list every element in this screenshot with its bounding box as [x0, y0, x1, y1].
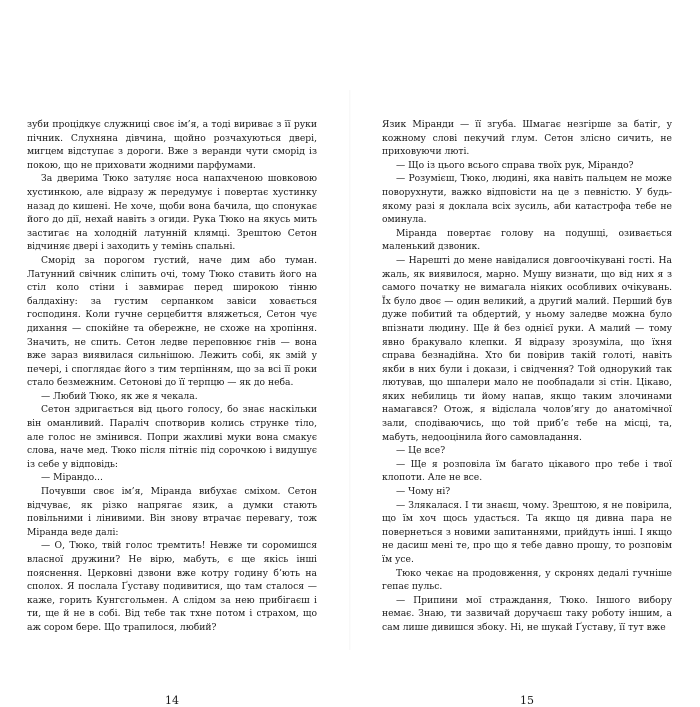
- paragraph: — Розумієш, Тюко, людині, яка навіть пальцем не може поворухнути, важко відповісти на це з певністю. У будь-якому разі я доклала всіх зусиль, аби катастрофа тебе не оминула.: [382, 173, 672, 226]
- paragraph: — Злякалася. І ти знаєш, чому. Зрештою, я не повірила, що їм хоч щось удасться. Та якщо ця дивна пара не повернеться з новими запитаннями, прийдуть інші. І якщо не дасиш мені те, про що я тебе давно прошу, то розповім їм усе.: [382, 499, 672, 565]
- paragraph: — Нарешті до мене навідалися довгоочікувані гості. На жаль, як виявилося, марно. Мушу визнати, що від них я з самого початку не вимагала ніяких особливих очікувань. Їх було двоє — один великий, а другий малий. Перший був дуже побитий та обдертий, у ньому заледве можна було впізнати людину. Ще й без однієї руки. А малий — тому явно бракувало клепки. Я відразу зрозуміла, що їхня справа безнадійна. Хто би повірив такій голоті, навіть якби в них були і докази, і свідчення? Той однорукий так лютував, що шпалери мало не пообпадали зі стін. Цікаво, яких небилиць ти йому напав, якщо таким злочинами намагався? Отож, я відіслала чолов’ягу до анатомічної зали, сподіваючись, що той приб’є тебе на місці, та, мабуть, недооцінила його самовладання.: [382, 254, 672, 443]
- paragraph: Почувши своє ім’я, Міранда вибухає сміхом. Сетон відчуває, як різко напрягає язик, а думки стають повільними і лінивими. Він знову втрачає перевагу, тож Міранда веде далі:: [27, 486, 317, 538]
- paragraph: Язик Міранди — її згуба. Шмагає незгірше за батіг, у кожному слові пекучий глум. Сетон злісно сичить, не приховуючи люті.: [382, 119, 672, 158]
- paragraph: — О, Тюко, твій голос тремтить! Невже ти соромишся власної дружини? Не вірю, мабуть, є ще якісь інші пояснення. Церковні дзвони вже котру годину б’ють на сполох. Я послала Ґуставу подивитися, що там сталося — каже, горить Кунгсгольмен. А слідом за нею прибігаєш і ти, ще й не в собі. Від тебе так тхне потом і страхом, що аж сором бере. Що трапилося, любий?: [27, 540, 317, 633]
- paragraph: Тюко чекає на продовження, у скронях дедалі гучніше гепає пульс.: [382, 567, 672, 593]
- book-gutter: [349, 90, 351, 650]
- paragraph: — Любий Тюко, як же я чекала.: [41, 390, 198, 402]
- paragraph: Сморід за порогом густий, наче дим або туман. Латунний свічник сліпить очі, тому Тюко ставить його на стіл коло стіни і завмирає перед широкою тінню балдахіну: за густим серпанком завіси ховається господиня. Коли гучне серцебиття вляжеться, Сетон чує дихання — спокійне та обережне, не схоже на хропіння. Значить, не спить. Сетон ледве переповнює гнів — вона вже зараз виявилася сильнішою. Лежить собі, як змій у печері, і споглядає його з тим терпінням, що за всі її роки стало безмежним. Сетонові до її терпцю — як до неба.: [27, 254, 317, 389]
- left-page-number: 14: [165, 694, 179, 707]
- paragraph: — Ще я розповіла їм багато цікавого про тебе і твої клопоти. Але не все.: [382, 458, 672, 484]
- paragraph: Сетон здригається від цього голосу, бо знає наскільки він оманливий. Параліч спотворив колись струнке тіло, але голос не змінився. Попри жахливі муки вона смакує слова, наче мед. Тюко після пітніє під сорочкою і видушує із себе у відповідь:: [27, 404, 317, 470]
- right-page-number: 15: [520, 694, 534, 707]
- right-page: [382, 118, 672, 707]
- paragraph: — Це все?: [396, 445, 446, 457]
- paragraph: — Чому ні?: [396, 486, 451, 498]
- paragraph: За дверима Тюко затуляє носа напахченою шовковою хустинкою, але відразу ж передумує і повертає хустинку назад до кишені. Не хоче, щоби вона бачила, що спонукає його до дії, нехай навіть з огиди. Рука Тюко на якусь мить застигає на холодній латунній клямці. Зрештою Сетон відчиняє двері і заходить у темінь спальні.: [27, 173, 317, 253]
- right-page-text: [382, 118, 672, 635]
- paragraph: зуби процідкує служниці своє ім’я, а тоді вириває з її руки пічник. Слухняна дівчина, щойно розчахуються двері, мигцем відступає з дороги. Вже з веранди чути сморід із покою, що не приховати жодними парфумами.: [27, 119, 317, 171]
- left-page: [27, 118, 317, 707]
- paragraph: Міранда повертає голову на подушці, озивається маленький дзвоник.: [382, 227, 672, 253]
- paragraph: — Що із цього всього справа твоїх рук, Мірандо?: [396, 159, 634, 171]
- paragraph: — Припини мої страждання, Тюко. Іншого вибору немає. Знаю, ти зазвичай доручаєш таку роботу іншим, а сам лише дивишся збоку. Ні, не шукай Ґуставу, її тут вже: [382, 594, 672, 633]
- paragraph: — Мірандо...: [41, 472, 103, 484]
- left-page-text: [27, 118, 317, 635]
